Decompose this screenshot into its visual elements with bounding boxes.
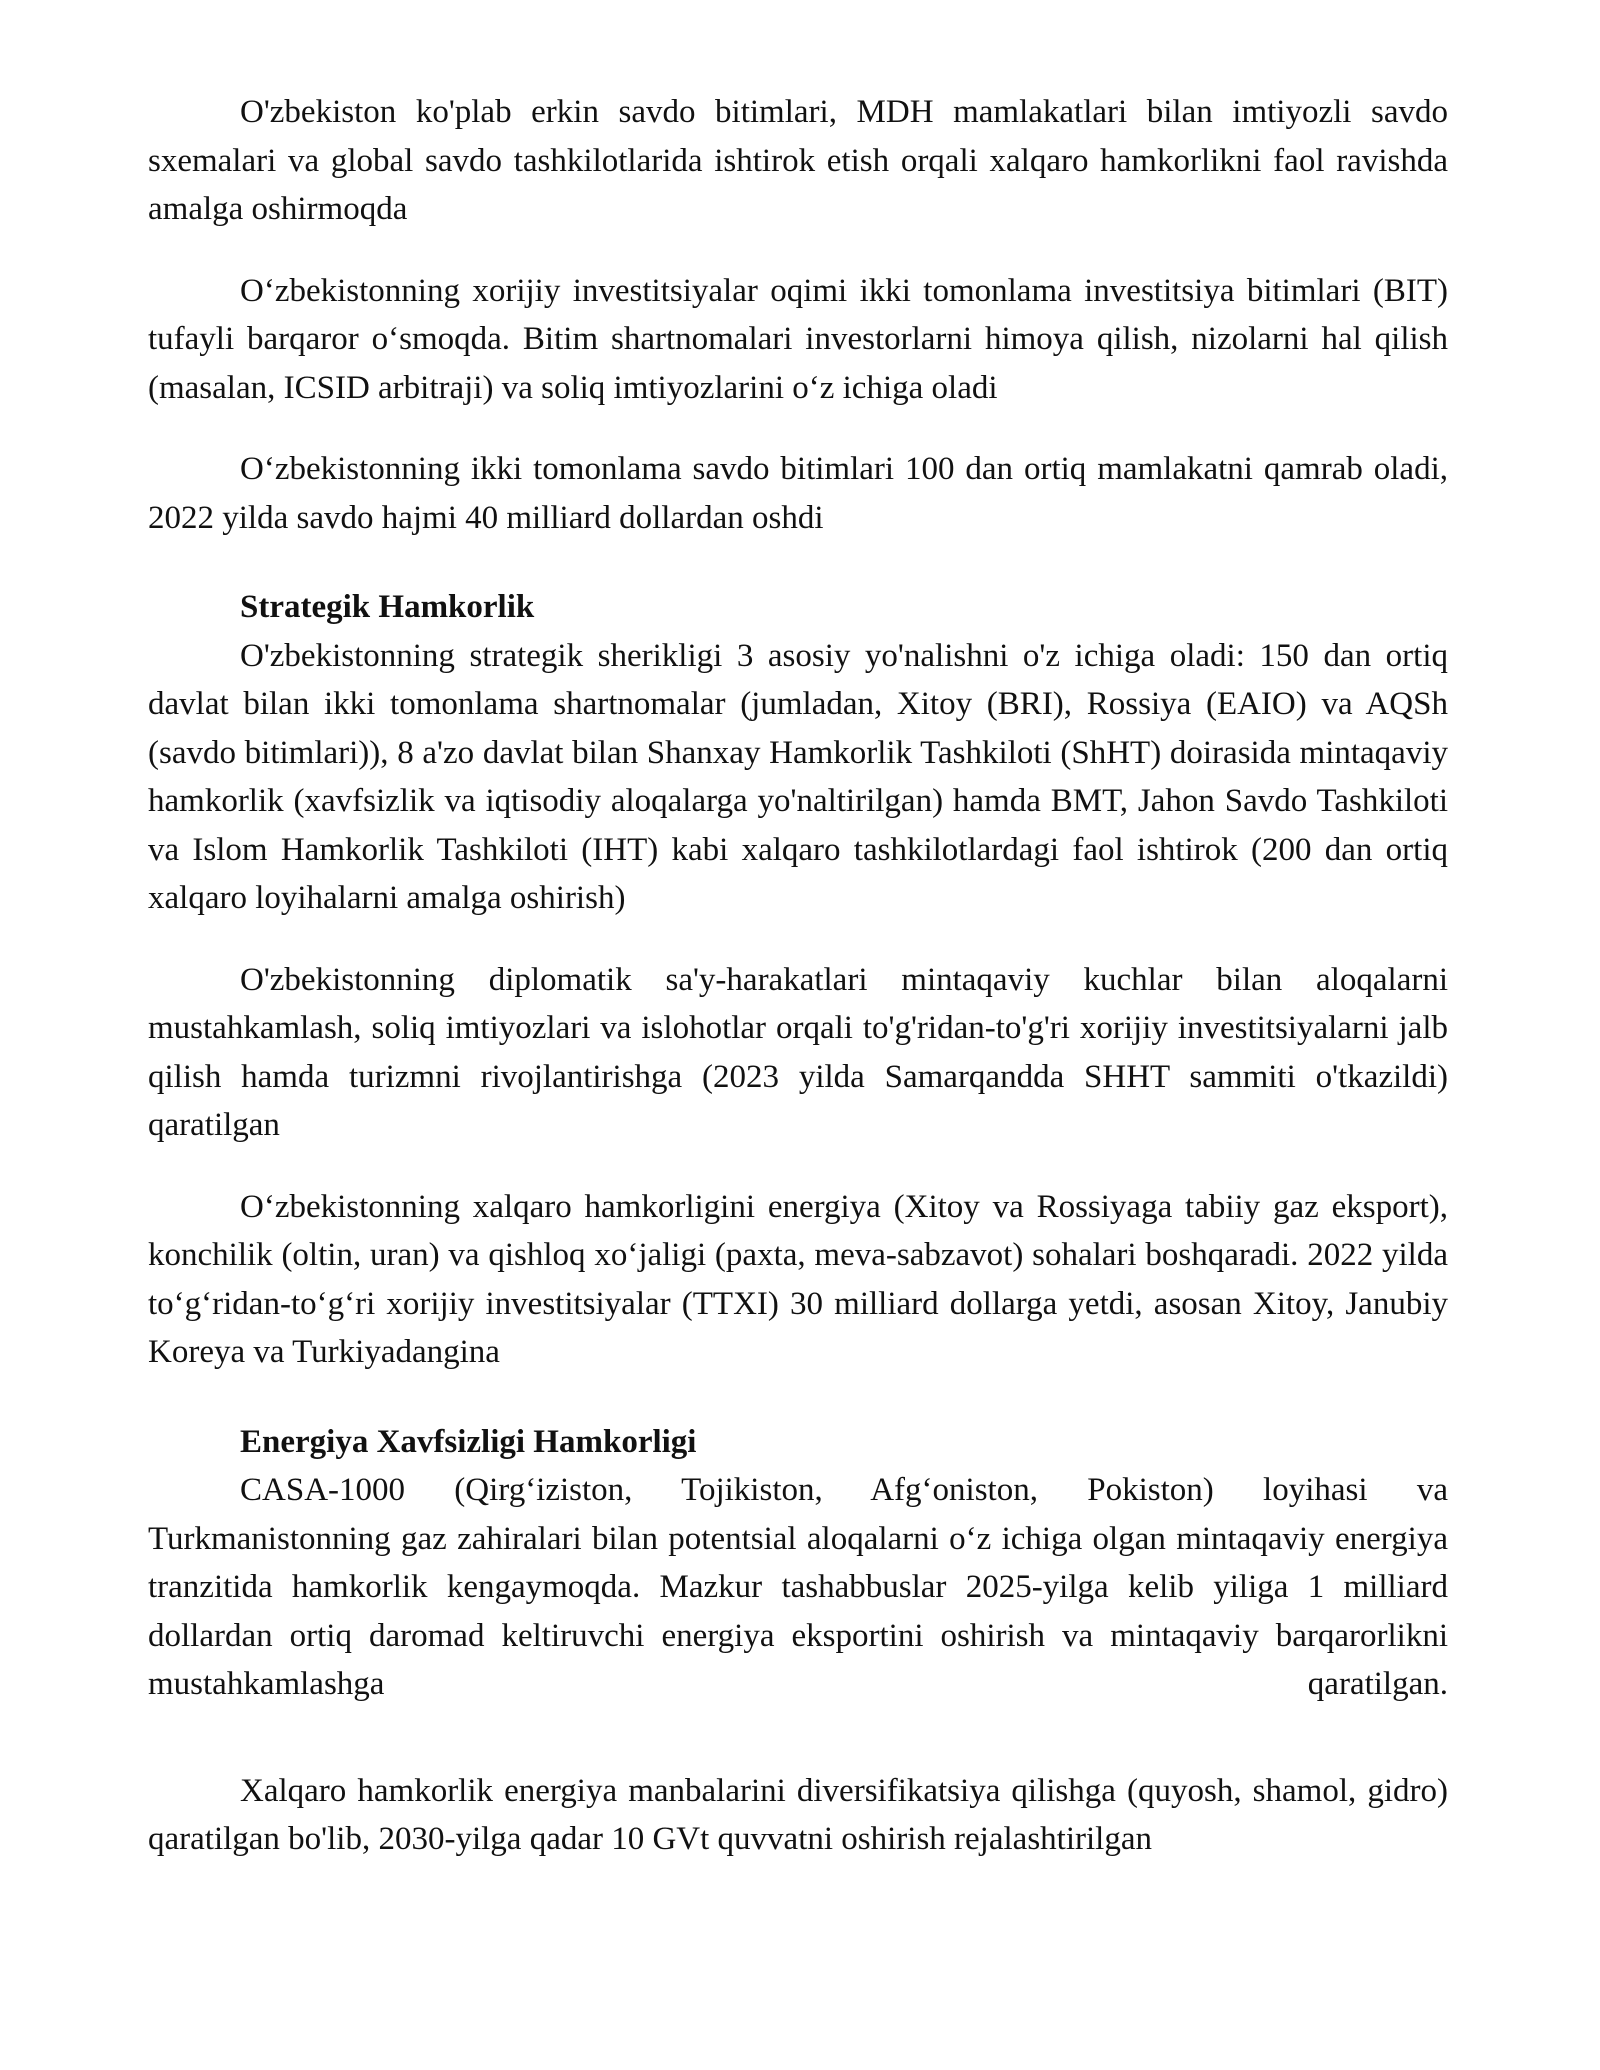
document-page <box>148 88 1448 1864</box>
paragraph-investment-treaties: O‘zbekistonning xorijiy investitsiyalar oqimi ikki tomonlama investitsiya bitimlari (BIT) tufayli barqaror o‘smoqda. Bitim shartnomalari investorlarni himoya qilish, nizolarni hal qilish (masalan, ICSID arbitraji) va soliq imtiyozlarini o‘z ichiga oladi <box>148 272 1448 406</box>
paragraph-energy-diversification: Xalqaro hamkorlik energiya manbalarini diversifikatsiya qilishga (quyosh, shamol, gidro) qaratilgan bo'lib, 2030-yilga qadar 10 GVt quvvatni oshirish rejalashtirilgan <box>148 1772 1448 1857</box>
heading-strategic-partnership: Strategik Hamkorlik <box>240 589 535 625</box>
paragraph-sectors-fdi: O‘zbekistonning xalqaro hamkorligini energiya (Xitoy va Rossiyaga tabiiy gaz eksport), konchilik (oltin, uran) va qishloq xo‘jaligi (paxta, meva-sabzavot) sohalari boshqaradi. 2022 yilda to‘g‘ridan-to‘g‘ri xorijiy investitsiyalar (TTXI) 30 milliard dollarga yetdi, asosan Xitoy, Janubiy Koreya va Turkiyadangina <box>148 1188 1448 1370</box>
heading-energy-security: Energiya Xavfsizligi Hamkorligi <box>240 1423 697 1460</box>
paragraph-trade-agreements: O'zbekiston ko'plab erkin savdo bitimlari, MDH mamlakatlari bilan imtiyozli savdo sxemalari va global savdo tashkilotlarida ishtirok etish orqali xalqaro hamkorlikni faol ravishda amalga oshirmoqda <box>148 94 1448 227</box>
paragraph-diplomatic-efforts: O'zbekistonning diplomatik sa'y-harakatlari mintaqaviy kuchlar bilan aloqalarni mustahkamlash, soliq imtiyozlari va islohotlar orqali to'g'ridan-to'g'ri xorijiy investitsiyalarni jalb qilish hamda turizmni rivojlantirishga (2023 yilda Samarqandda SHHT sammiti o'tkazildi) qaratilgan <box>148 961 1448 1143</box>
paragraph-energy-transit: CASA-1000 (Qirg‘iziston, Tojikiston, Afg‘oniston, Pokiston) loyihasi va Turkmanistonning gaz zahiralari bilan potentsial aloqalarni o‘z ichiga olgan mintaqaviy energiya tranzitida hamkorlik kengaymoqda. Mazkur tashabbuslar 2025-yilga kelib yiliga 1 milliard dollardan ortiq daromad keltiruvchi energiya eksportini oshirish va mintaqaviy barqarorlikni mustahkamlashga qaratilgan. <box>148 1472 1448 1702</box>
paragraph-strategic-directions: O'zbekistonning strategik sherikligi 3 asosiy yo'nalishni o'z ichiga oladi: 150 dan ortiq davlat bilan ikki tomonlama shartnomalar (jumladan, Xitoy (BRI), Rossiya (EAIO) va AQSh (savdo bitimlari)), 8 a'zo davlat bilan Shanxay Hamkorlik Tashkiloti (ShHT) doirasida mintaqaviy hamkorlik (xavfsizlik va iqtisodiy aloqalarga yo'naltirilgan) hamda BMT, Jahon Savdo Tashkiloti va Islom Hamkorlik Tashkiloti (IHT) kabi xalqaro tashkilotlardagi faol ishtirok (200 dan ortiq xalqaro loyihalarni amalga oshirish) <box>148 637 1448 916</box>
paragraph-bilateral-trade: O‘zbekistonning ikki tomonlama savdo bitimlari 100 dan ortiq mamlakatni qamrab oladi, 2022 yilda savdo hajmi 40 milliard dollardan oshdi <box>148 451 1448 536</box>
